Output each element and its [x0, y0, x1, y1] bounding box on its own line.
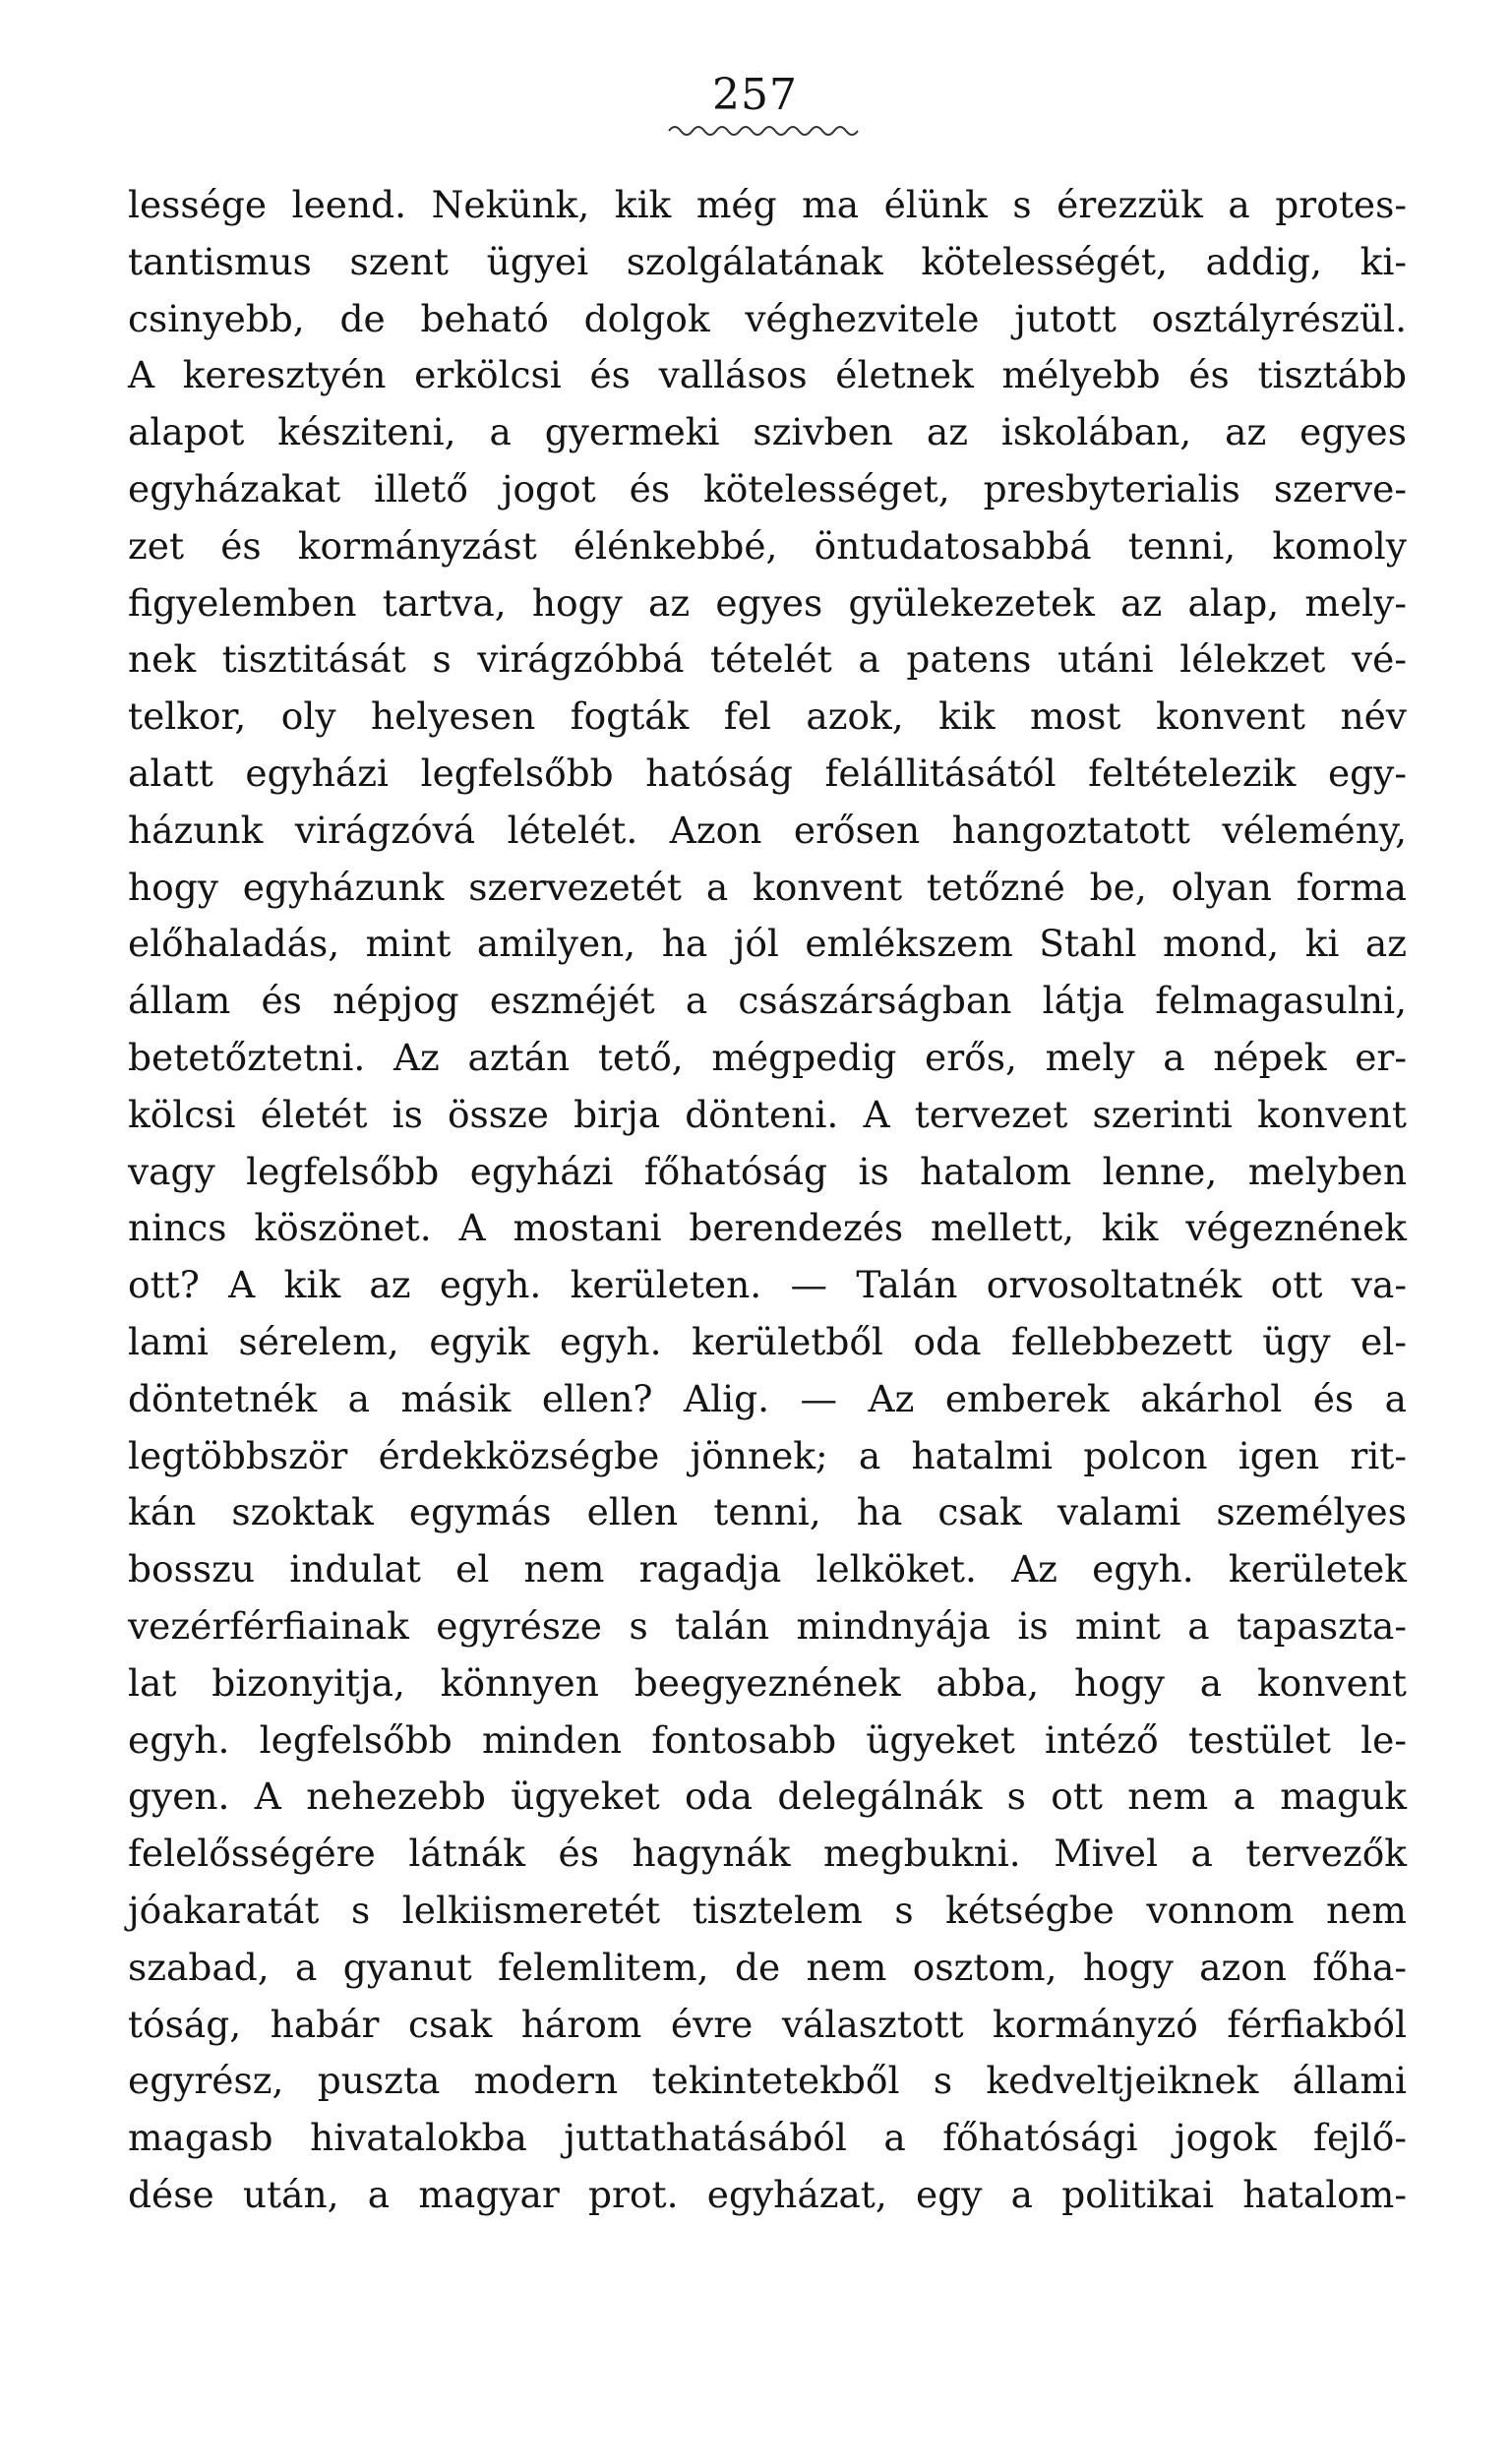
text-line: legtöbbször érdekközségbe jönnek; a hatalmi polcon igen rit-	[128, 1433, 1407, 1477]
text-line: telkor, oly helyesen fogták fel azok, kik most konvent név	[128, 694, 1407, 739]
text-line: lat bizonyitja, könnyen beegyeznének abba, hogy a konvent	[128, 1660, 1407, 1705]
text-line: alapot késziteni, a gyermeki szivben az iskolában, az egyes	[128, 410, 1407, 454]
text-line: vagy legfelsőbb egyházi főhatóság is hatalom lenne, melyben	[128, 1149, 1407, 1193]
text-line: tóság, habár csak három évre választott kormányzó férfiakból	[128, 2002, 1407, 2046]
wavy-ornament-icon	[667, 122, 864, 140]
text-line: nincs köszönet. A mostani berendezés mellett, kik végeznének	[128, 1206, 1407, 1250]
text-line: magasb hivatalokba juttathatásából a főhatósági jogok fejlő-	[128, 2116, 1407, 2160]
text-line: döntetnék a másik ellen? Alig. — Az emberek akárhol és a	[128, 1376, 1407, 1420]
body-text	[128, 177, 1407, 2224]
text-line: nek tisztitását s virágzóbbá tételét a patens utáni lélekzet vé-	[128, 637, 1407, 682]
text-line: vezérférfiainak egyrésze s talán mindnyája is mint a tapaszta-	[128, 1603, 1407, 1648]
text-line: lami sérelem, egyik egyh. kerületből oda fellebbezett ügy el-	[128, 1319, 1407, 1363]
text-line: jóakaratát s lelkiismeretét tisztelem s kétségbe vonnom nem	[128, 1888, 1407, 1932]
text-line: bosszu indulat el nem ragadja lelköket. Az egyh. kerületek	[128, 1547, 1407, 1592]
text-line: felelősségére látnák és hagynák megbukni. Mivel a tervezők	[128, 1832, 1407, 1876]
text-line: hogy egyházunk szervezetét a konvent tetőzné be, olyan forma	[128, 865, 1407, 909]
text-line: szabad, a gyanut felemlitem, de nem osztom, hogy azon főha-	[128, 1945, 1407, 1989]
text-line: zet és kormányzást élénkebbé, öntudatosabbá tenni, komoly	[128, 523, 1407, 568]
text-line: betetőztetni. Az aztán tető, mégpedig erős, mely a népek er-	[128, 1035, 1407, 1079]
text-line: dése után, a magyar prot. egyházat, egy a politikai hatalom-	[128, 2172, 1407, 2216]
text-line: figyelemben tartva, hogy az egyes gyülekezetek az alap, mely-	[128, 580, 1407, 625]
text-line: csinyebb, de beható dolgok véghezvitele jutott osztályrészül.	[128, 296, 1407, 340]
text-line: egyh. legfelsőbb minden fontosabb ügyeket intéző testület le-	[128, 1717, 1407, 1762]
text-line: kölcsi életét is össze birja dönteni. A tervezet szerinti konvent	[128, 1092, 1407, 1136]
text-line: ott? A kik az egyh. kerületen. — Talán orvosoltatnék ott va-	[128, 1263, 1407, 1307]
text-line: alatt egyházi legfelsőbb hatóság felállitásától feltételezik egy-	[128, 751, 1407, 795]
text-line: házunk virágzóvá lételét. Azon erősen hangoztatott vélemény,	[128, 808, 1407, 852]
page-number: 257	[712, 70, 798, 120]
text-line: A keresztyén erkölcsi és vallásos életnek mélyebb és tisztább	[128, 353, 1407, 397]
text-line: egyházakat illető jogot és kötelességet, presbyterialis szerve-	[128, 466, 1407, 511]
text-line: gyen. A nehezebb ügyeket oda delegálnák s ott nem a maguk	[128, 1774, 1407, 1819]
text-line: előhaladás, mint amilyen, ha jól emlékszem Stahl mond, ki az	[128, 922, 1407, 966]
text-line: lessége leend. Nekünk, kik még ma élünk s érezzük a protes-	[128, 183, 1407, 226]
text-line: egyrész, puszta modern tekintetekből s kedveltjeiknek állami	[128, 2059, 1407, 2103]
text-line: kán szoktak egymás ellen tenni, ha csak valami személyes	[128, 1490, 1407, 1534]
text-line: tantismus szent ügyei szolgálatának kötelességét, addig, ki-	[128, 239, 1407, 283]
text-line: állam és népjog eszméjét a császárságban látja felmagasulni,	[128, 979, 1407, 1023]
